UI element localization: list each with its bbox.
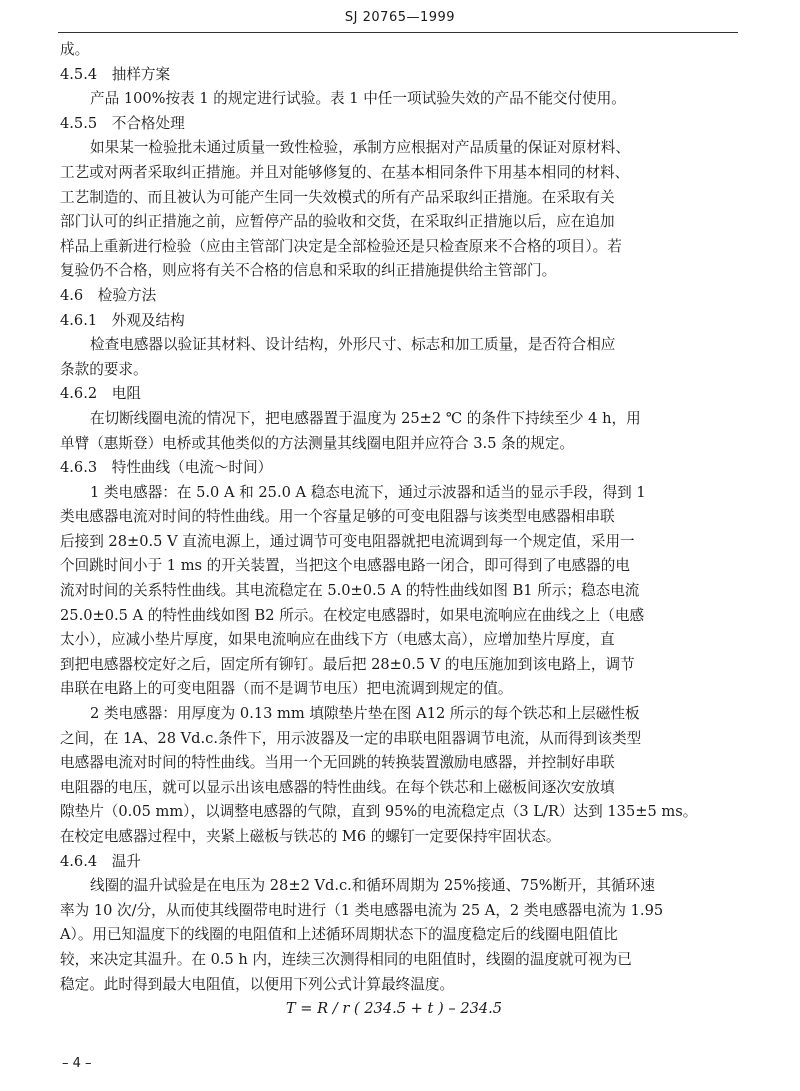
- text-line: 串联在电路上的可变电阻器（而不是调节电压）把电流调到规定的值。: [60, 680, 513, 698]
- text-line: 4.5.4 抽样方案: [60, 65, 171, 83]
- text-line: 较，来决定其温升。在 0.5 h 内，连续三次测得相同的电阻值时，线圈的温度就可视为已: [60, 950, 632, 968]
- text-line: 类电感器电流对时间的特性曲线。用一个容量足够的可变电阻器与该类型电感器相串联: [60, 508, 615, 526]
- text-line: 4.5.5 不合格处理: [60, 114, 185, 132]
- standard-number: SJ 20765—1999: [344, 10, 456, 25]
- document-header: [0, 10, 800, 25]
- text-line: 部门认可的纠正措施之前，应暂停产品的验收和交货，在采取纠正措施以后，应在追加: [60, 213, 615, 231]
- text-line: 4.6 检验方法: [60, 286, 157, 304]
- text-line: 4.6.2 电阻: [60, 385, 141, 403]
- text-line: 电感器电流对时间的特性曲线。当用一个无回跳的转换装置激励电感器，并控制好串联: [60, 754, 615, 772]
- text-line: 如果某一检验批未通过质量一致性检验，承制方应根据对产品质量的保证对原材料、: [90, 139, 630, 157]
- text-line: 4.6.3 特性曲线（电流～时间）: [60, 459, 273, 477]
- text-line: 成。: [60, 41, 90, 58]
- text-line: 产品 100%按表 1 的规定进行试验。表 1 中任一项试验失效的产品不能交付使用。: [90, 90, 626, 108]
- temperature-formula: T = R / r ( 234.5 + t ) – 234.5: [285, 1000, 503, 1018]
- text-line: 个回跳时间小于 1 ms 的开关装置，当把这个电感器电路一闭合，即可得到了电感器的电: [60, 557, 630, 575]
- header-divider: [58, 32, 738, 33]
- document-body: [60, 38, 728, 1022]
- text-line: 25.0±0.5 A 的特性曲线如图 B2 所示。在校定电感器时，如果电流响应在曲线之上（电感: [60, 606, 645, 624]
- text-line: 工艺制造的、而且被认为可能产生同一失效模式的所有产品采取纠正措施。在采取有关: [60, 188, 615, 206]
- text-line: 后接到 28±0.5 V 直流电源上，通过调节可变电阻器就把电流调到每一个规定值，采用一: [60, 532, 635, 550]
- page-number: – 4 –: [62, 1056, 92, 1071]
- text-line: 率为 10 次/分，从而使其线圈带电时进行（1 类电感器电流为 25 A，2 类电感器电流为 1.95: [60, 901, 664, 919]
- text-line: 稳定。此时得到最大电阻值，以便用下列公式计算最终温度。: [60, 975, 455, 993]
- text-line: 1 类电感器：在 5.0 A 和 25.0 A 稳态电流下，通过示波器和适当的显示手段，得到 1: [90, 483, 646, 501]
- text-line: 工艺或对两者采取纠正措施。并且对能够修复的、在基本相同条件下用基本相同的材料、: [60, 163, 630, 181]
- text-line: 2 类电感器：用厚度为 0.13 mm 填隙垫片垫在图 A12 所示的每个铁芯和上层磁性板: [90, 705, 640, 723]
- text-line: 在校定电感器过程中，夹紧上磁板与铁芯的 M6 的螺钉一定要保持牢固状态。: [60, 828, 561, 845]
- text-line: 复验仍不合格，则应将有关不合格的信息和采取的纠正措施提供给主管部门。: [60, 262, 557, 280]
- text-line: 电阻器的电压，就可以显示出该电感器的特性曲线。在每个铁芯和上磁板间逐次安放填: [60, 778, 615, 796]
- text-line: 到把电感器校定好之后，固定所有铆钉。最后把 28±0.5 V 的电压施加到该电路上，调节: [60, 655, 635, 673]
- text-line: 太小），应减小垫片厚度，如果电流响应在曲线下方（电感太高），应增加垫片厚度，直: [60, 631, 615, 649]
- text-line: 流对时间的关系特性曲线。其电流稳定在 5.0±0.5 A 的特性曲线如图 B1 所示；稳态电流: [60, 582, 640, 600]
- text-line: 之间，在 1A、28 Vd.c.条件下，用示波器及一定的串联电阻器调节电流，从而得到该类型: [60, 729, 642, 747]
- text-line: 单臂（惠斯登）电桥或其他类似的方法测量其线圈电阻并应符合 3.5 条的规定。: [60, 434, 575, 452]
- text-line: 4.6.1 外观及结构: [60, 311, 185, 329]
- text-line: 条款的要求。: [60, 360, 148, 378]
- text-line: 隙垫片（0.05 mm），以调整电感器的气隙，直到 95%的电流稳定点（3 L/R）达到 135±5 ms。: [60, 803, 698, 821]
- text-line: A）。用已知温度下的线圈的电阻值和上述循环周期状态下的温度稳定后的线圈电阻值比: [60, 926, 618, 944]
- text-line: 4.6.4 温升: [60, 852, 141, 870]
- text-line: 在切断线圈电流的情况下，把电感器置于温度为 25±2 ℃ 的条件下持续至少 4 h，用: [90, 409, 641, 427]
- text-line: 线圈的温升试验是在电压为 28±2 Vd.c.和循环周期为 25%接通、75%断开，其循环速: [90, 877, 655, 895]
- text-line: 样品上重新进行检验（应由主管部门决定是全部检验还是只检查原来不合格的项目）。若: [60, 237, 622, 255]
- text-line: 检查电感器以验证其材料、设计结构，外形尺寸、标志和加工质量，是否符合相应: [90, 336, 616, 354]
